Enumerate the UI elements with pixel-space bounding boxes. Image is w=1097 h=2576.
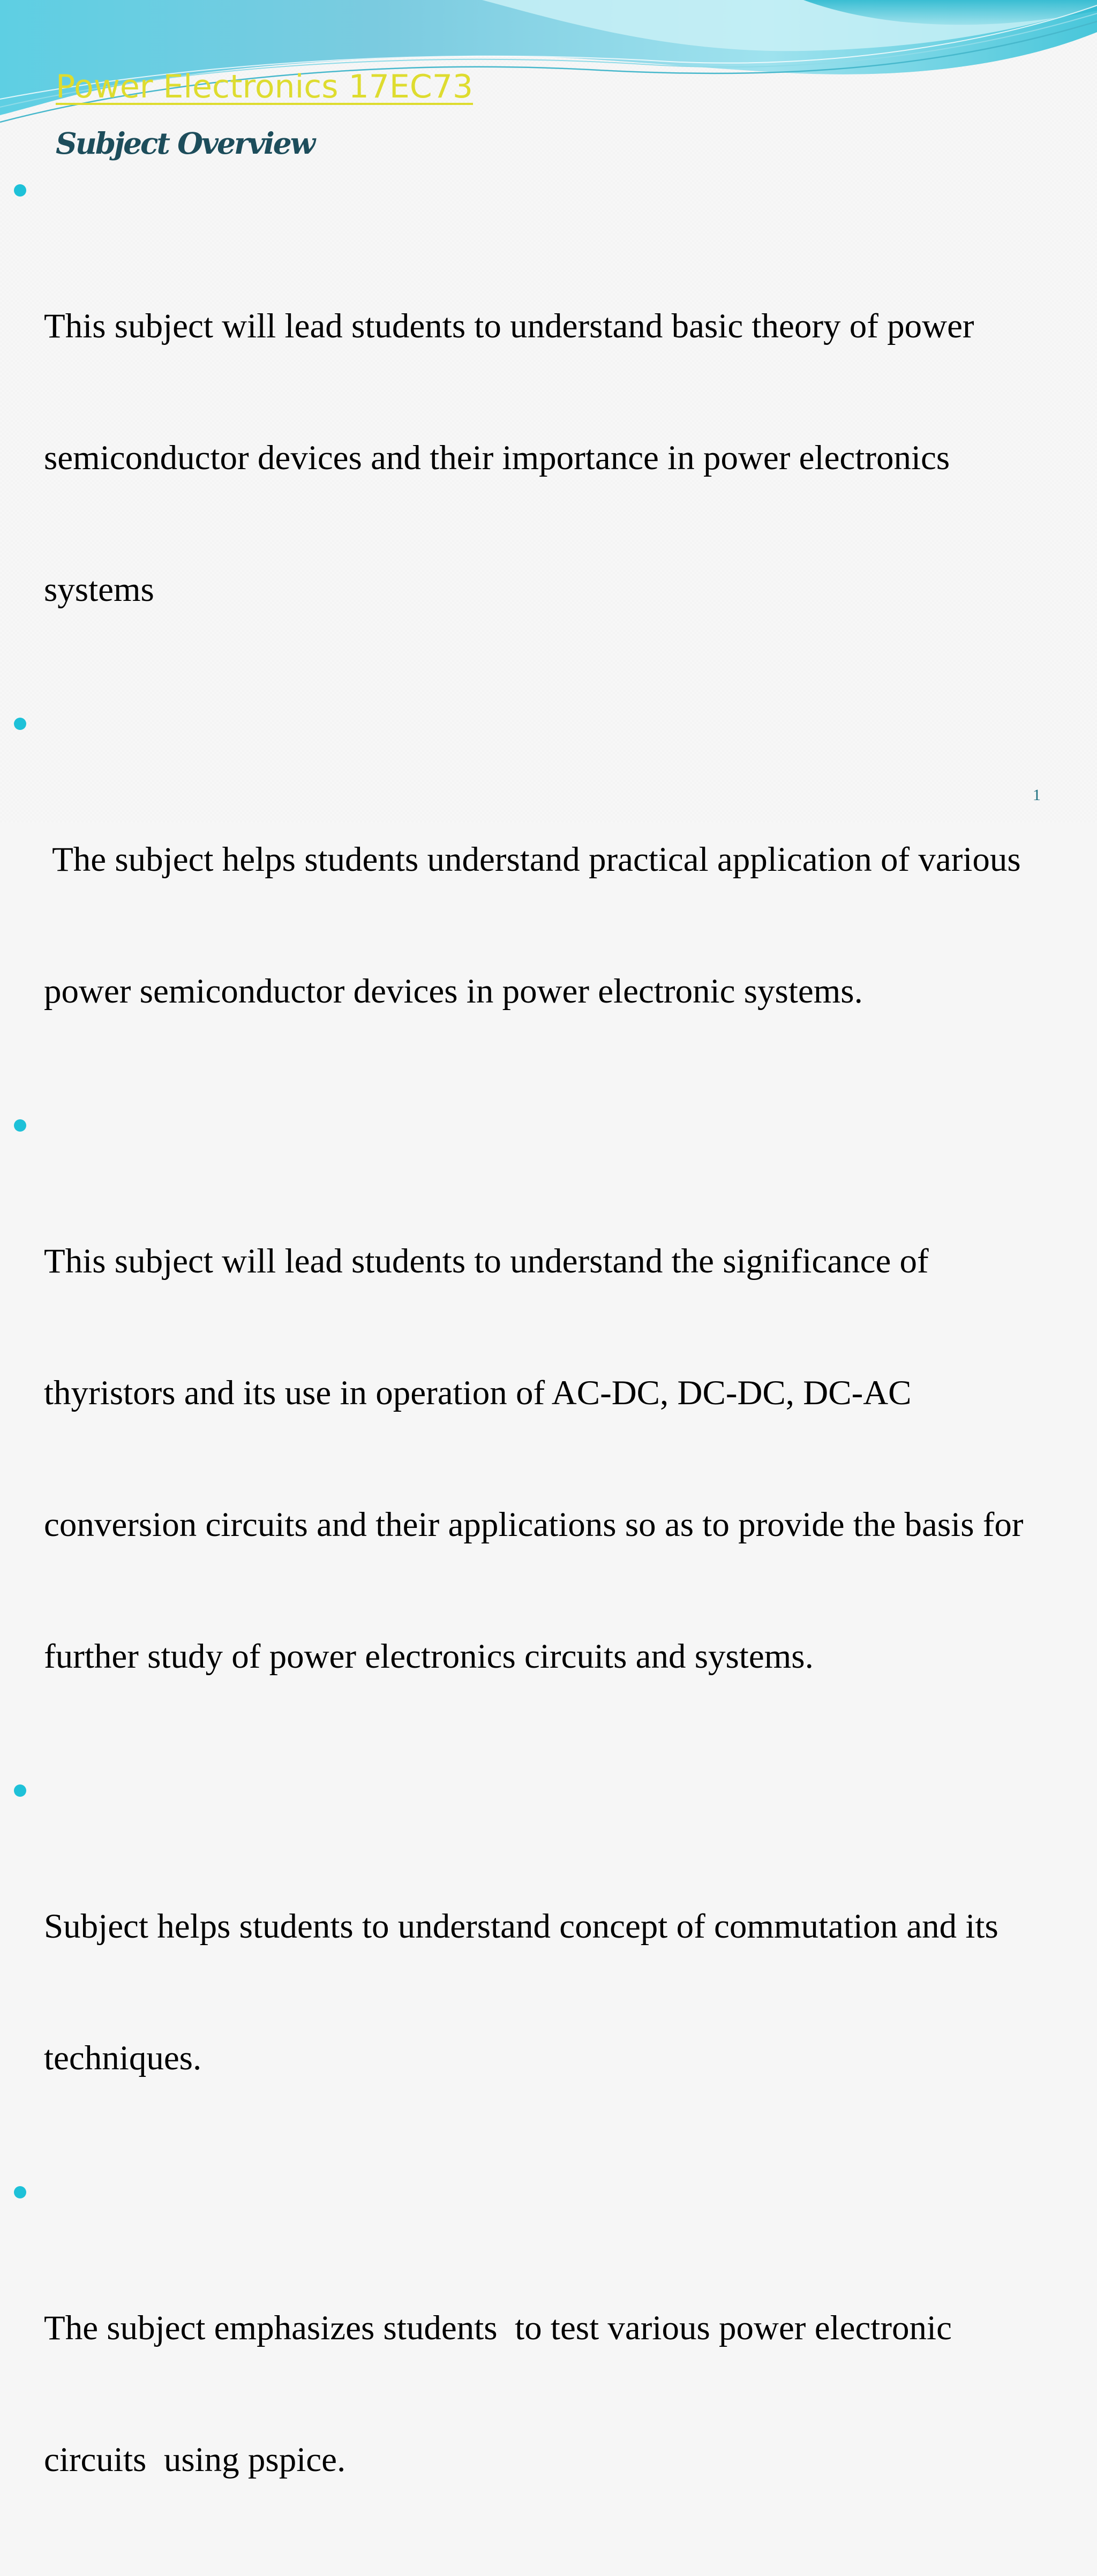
bullet-line: conversion circuits and their applications so as to provide the basis for	[44, 1505, 1024, 1544]
bullet-item	[0, 2174, 1097, 2570]
bullet-line: Subject helps students to understand concept of commutation and its	[44, 1907, 998, 1946]
bullet-line: circuits using pspice.	[44, 2441, 346, 2479]
bullet-line: semiconductor devices and their importance in power electronics	[44, 439, 950, 477]
bullet-dot-icon	[14, 718, 26, 730]
bullet-line: power semiconductor devices in power electronic systems.	[44, 972, 863, 1011]
bullet-dot-icon	[14, 1784, 26, 1797]
bullet-line: The subject emphasizes students to test various power electronic	[44, 2309, 952, 2347]
page-number: 1	[1033, 786, 1041, 804]
slide-title-link[interactable]: Power Electronics 17EC73	[56, 68, 474, 106]
bullet-dot-icon	[14, 1119, 26, 1132]
bullet-line: This subject will lead students to understand basic theory of power	[44, 307, 974, 345]
bullet-line: The subject helps students understand practical application of various	[44, 840, 1021, 879]
bullet-dot-icon	[14, 184, 26, 197]
bullet-item	[0, 1108, 1097, 1766]
slide-subtitle: Subject Overview	[56, 126, 314, 161]
bullet-line: techniques.	[44, 2039, 202, 2077]
bullet-item	[0, 1773, 1097, 2168]
bullet-item	[0, 172, 1097, 699]
bullet-line: This subject will lead students to understand the significance of	[44, 1242, 929, 1281]
bullet-line: systems	[44, 570, 154, 609]
bullet-line: further study of power electronics circuits and systems.	[44, 1637, 814, 1676]
bullet-line: thyristors and its use in operation of AC-DC, DC-DC, DC-AC	[44, 1374, 912, 1412]
bullet-list	[0, 172, 1097, 2576]
bullet-item	[0, 706, 1097, 1101]
bullet-dot-icon	[14, 2186, 26, 2198]
